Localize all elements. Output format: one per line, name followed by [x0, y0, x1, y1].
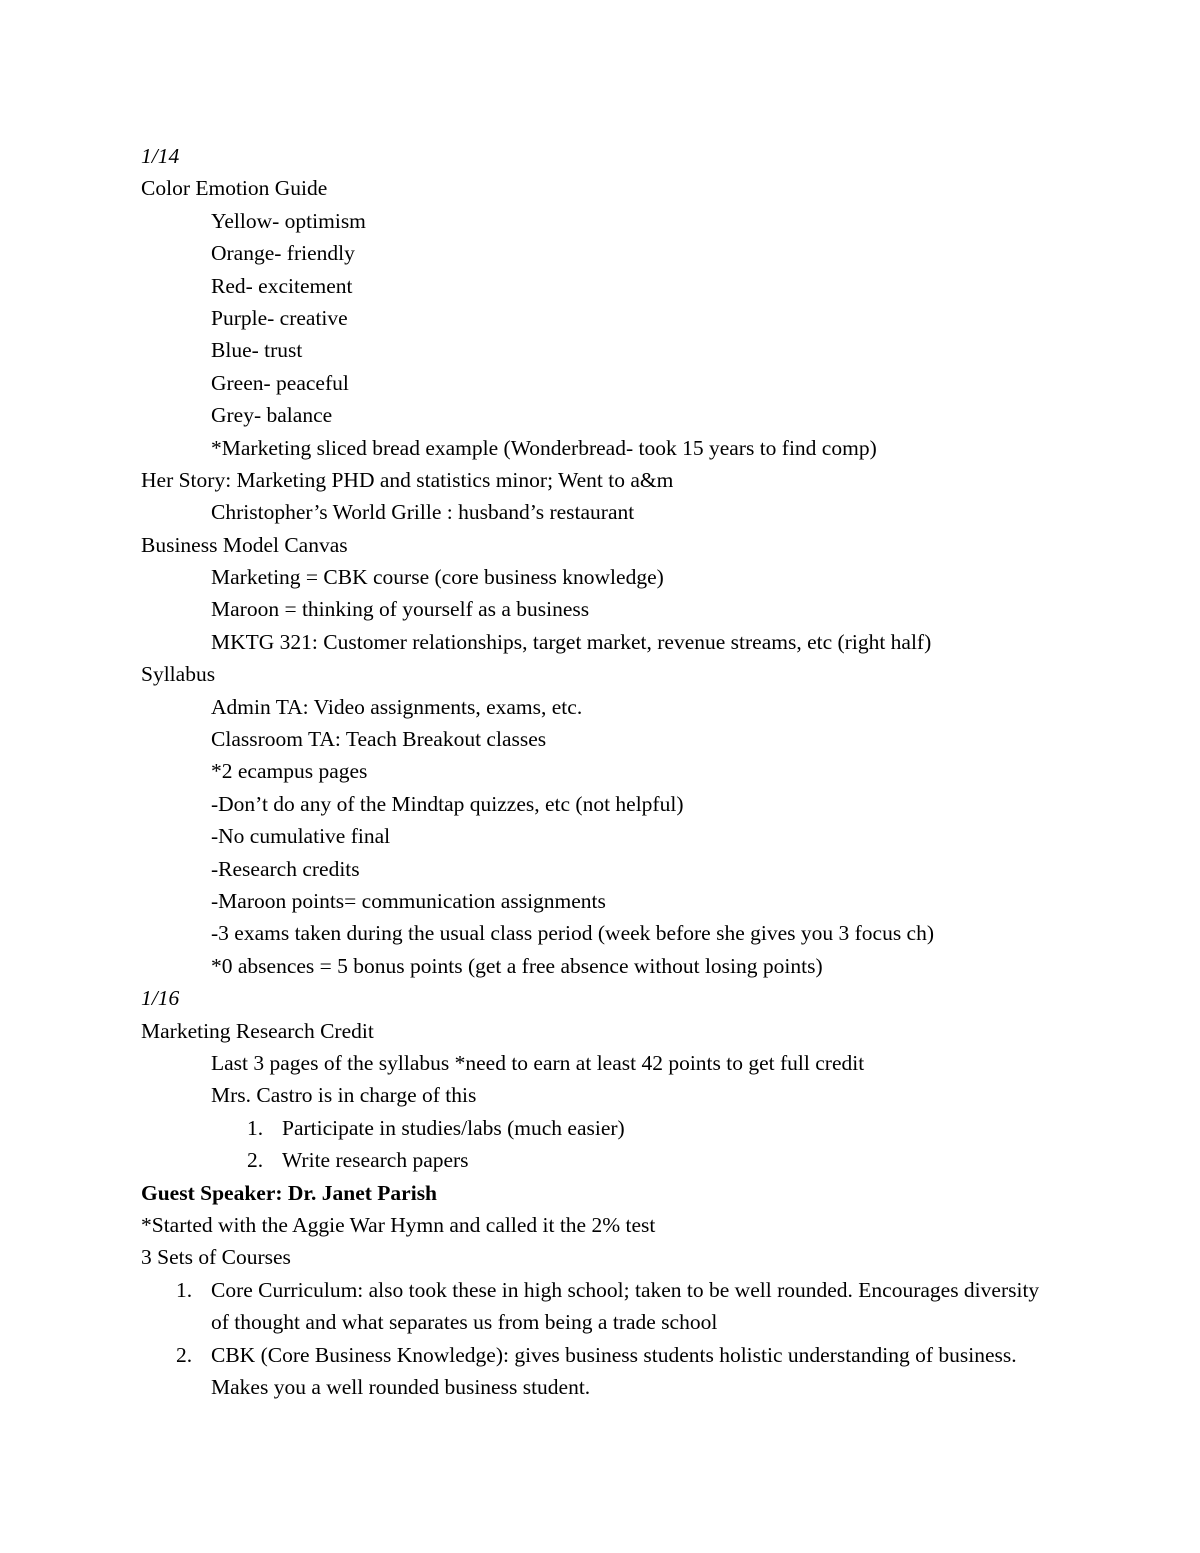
note-line: Admin TA: Video assignments, exams, etc.	[211, 694, 583, 719]
note-line: MKTG 321: Customer relationships, target market, revenue streams, etc (right half)	[211, 629, 932, 654]
section-heading: Color Emotion Guide	[141, 176, 328, 201]
note-line: Maroon = thinking of yourself as a business	[211, 597, 590, 622]
note-line: -Research credits	[211, 856, 360, 881]
note-line: Last 3 pages of the syllabus *need to earn at least 42 points to get full credit	[211, 1050, 865, 1075]
numbered-item	[141, 1339, 1061, 1404]
note-line: -No cumulative final	[211, 824, 391, 849]
note-line: Green- peaceful	[211, 370, 349, 395]
item-number: 2.	[176, 1342, 193, 1367]
item-number: 2.	[247, 1148, 264, 1173]
section-heading: Business Model Canvas	[141, 532, 348, 557]
note-line: *Marketing sliced bread example (Wonderbread- took 15 years to find comp)	[211, 435, 877, 460]
note-line: Yellow- optimism	[211, 208, 366, 233]
note-line: Red- excitement	[211, 273, 353, 298]
numbered-item	[141, 1144, 1061, 1176]
item-text: Core Curriculum: also took these in high school; taken to be well rounded. Encourages diversity of thought and what separates us from being a trade school	[211, 1277, 1040, 1335]
note-line: *2 ecampus pages	[211, 759, 368, 784]
item-number: 1.	[247, 1115, 264, 1140]
note-line: Marketing = CBK course (core business knowledge)	[211, 565, 664, 590]
note-line: Grey- balance	[211, 403, 333, 428]
note-line: -Don’t do any of the Mindtap quizzes, etc (not helpful)	[211, 791, 684, 816]
section-heading: 3 Sets of Courses	[141, 1245, 291, 1270]
notes-content	[141, 140, 1061, 1403]
numbered-item	[141, 1112, 1061, 1144]
section-heading: Marketing Research Credit	[141, 1018, 374, 1043]
item-text: CBK (Core Business Knowledge): gives business students holistic understanding of business. Makes you a well rounded business student.	[211, 1342, 1017, 1399]
item-text: Participate in studies/labs (much easier)	[282, 1115, 625, 1140]
note-line: Classroom TA: Teach Breakout classes	[211, 727, 547, 752]
item-text: Write research papers	[282, 1148, 469, 1173]
section-heading: Her Story: Marketing PHD and statistics minor; Went to a&m	[141, 467, 674, 492]
note-line: *Started with the Aggie War Hymn and called it the 2% test	[141, 1212, 656, 1237]
date-heading: 1/16	[141, 986, 180, 1011]
section-heading: Syllabus	[141, 662, 216, 687]
note-line: Orange- friendly	[211, 241, 355, 266]
item-number: 1.	[176, 1277, 193, 1302]
note-line: -3 exams taken during the usual class period (week before she gives you 3 focus ch)	[211, 921, 935, 946]
note-line: *0 absences = 5 bonus points (get a free absence without losing points)	[211, 953, 823, 978]
guest-speaker-heading: Guest Speaker: Dr. Janet Parish	[141, 1180, 438, 1205]
numbered-item	[141, 1274, 1061, 1339]
note-line: -Maroon points= communication assignments	[211, 888, 606, 913]
note-line: Purple- creative	[211, 305, 348, 330]
note-line: Blue- trust	[211, 338, 303, 363]
note-line: Mrs. Castro is in charge of this	[211, 1083, 477, 1108]
date-heading: 1/14	[141, 144, 180, 168]
note-line: Christopher’s World Grille : husband’s restaurant	[211, 500, 635, 525]
